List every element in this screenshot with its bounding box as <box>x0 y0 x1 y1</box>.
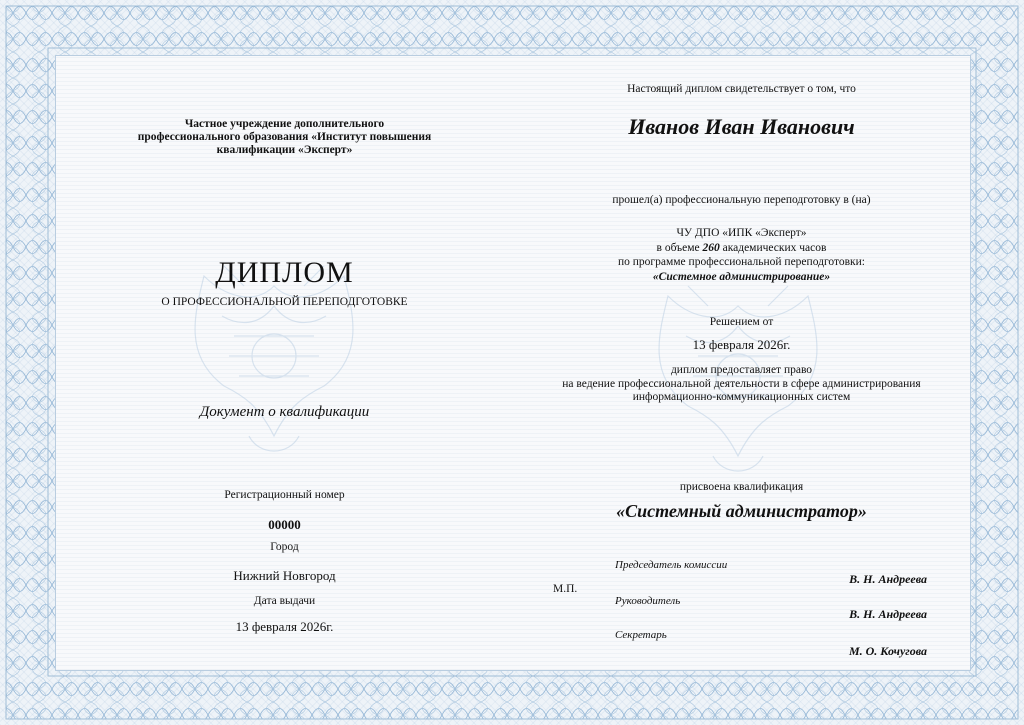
program-label: по программе профессиональной переподготовки: <box>618 256 865 268</box>
decision-date: 13 февраля 2026г. <box>692 337 791 352</box>
document-type: Документ о квалификации <box>199 404 370 420</box>
signature-role-chairman: Председатель комиссии <box>615 559 728 571</box>
program-name: «Системное администрирование» <box>652 270 831 283</box>
institution-name <box>96 118 473 157</box>
hours-suffix: академических часов <box>719 241 827 254</box>
qualification-name: «Системный администратор» <box>616 501 867 521</box>
decision-label: Решением от <box>709 316 774 328</box>
program-block <box>513 226 970 284</box>
stamp-placeholder: М.П. <box>553 583 578 595</box>
hours-prefix: в объеме <box>656 241 703 254</box>
rights-line: информационно-коммуникационных систем <box>632 391 851 403</box>
left-page <box>56 56 513 670</box>
diploma-body <box>55 55 971 671</box>
rights-block <box>513 364 970 405</box>
signature-name-secretary: М. О. Кочугова <box>848 644 927 658</box>
registration-number: 00000 <box>268 517 301 532</box>
hours-line <box>513 241 970 256</box>
right-page <box>513 56 970 670</box>
issue-date-value: 13 февраля 2026г. <box>235 619 334 634</box>
signature-role-secretary: Секретарь <box>615 629 667 641</box>
signature-role-head: Руководитель <box>615 595 681 607</box>
issue-date-label: Дата выдачи <box>253 595 316 607</box>
diploma-subtitle: О ПРОФЕССИОНАЛЬНОЙ ПЕРЕПОДГОТОВКЕ <box>161 296 408 308</box>
city-label: Город <box>270 541 299 553</box>
diploma-title: ДИПЛОМ <box>215 256 354 289</box>
recipient-name: Иванов Иван Иванович <box>628 114 855 139</box>
intro-text: Настоящий диплом свидетельствует о том, что <box>627 83 856 95</box>
grants-text: диплом предоставляет право <box>670 364 813 376</box>
institution-line: профессионального образования «Институт повышения <box>137 131 432 143</box>
signature-name-head: В. Н. Андреева <box>849 607 927 621</box>
institution-line: квалификации «Эксперт» <box>216 144 353 156</box>
registration-label: Регистрационный номер <box>224 489 345 501</box>
institution-line: Частное учреждение дополнительного <box>184 118 385 130</box>
qualification-label: присвоена квалификация <box>679 481 804 493</box>
passed-text: прошел(а) профессиональную переподготовку в (на) <box>612 194 871 206</box>
city-value: Нижний Новгород <box>233 568 336 583</box>
signature-name-chairman: В. Н. Андреева <box>849 572 927 586</box>
hours-value: 260 <box>702 241 720 254</box>
organization: ЧУ ДПО «ИПК «Эксперт» <box>676 227 807 239</box>
rights-line: на ведение профессиональной деятельности в сфере администрирования <box>562 377 921 390</box>
